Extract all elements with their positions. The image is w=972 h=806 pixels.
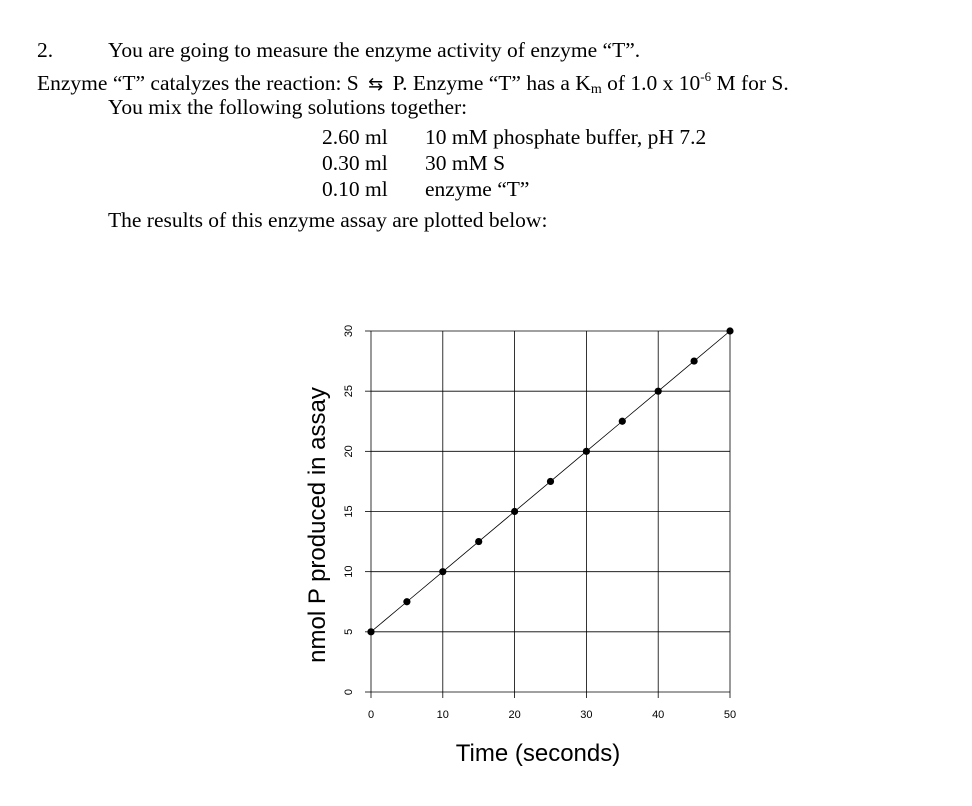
- y-tick-label: 20: [343, 445, 355, 458]
- solution-description: enzyme “T”: [425, 177, 530, 201]
- y-tick-label: 5: [343, 628, 355, 635]
- data-point: [619, 418, 626, 425]
- x-axis-label: Time (seconds): [455, 740, 621, 767]
- question-number: 2.: [37, 38, 54, 62]
- solution-description: 30 mM S: [425, 151, 506, 175]
- question-intro: You are going to measure the enzyme activity of enzyme “T”.: [108, 38, 641, 62]
- reaction-text-d: M for S.: [711, 71, 789, 95]
- data-point: [583, 448, 590, 455]
- y-tick-label: 30: [343, 324, 355, 338]
- reaction-text-a: Enzyme “T” catalyzes the reaction: S: [37, 71, 359, 95]
- x-tick-label: 50: [723, 709, 737, 721]
- data-point: [655, 388, 662, 395]
- y-axis-label: nmol P produced in assay: [304, 387, 331, 663]
- y-tick-label: 25: [343, 385, 355, 398]
- x-tick-label: 0: [367, 709, 375, 721]
- data-point: [547, 478, 554, 485]
- reversible-arrow-icon: ⇆: [368, 74, 384, 95]
- solution-volume: 2.60 ml: [322, 125, 388, 149]
- solution-volume: 0.30 ml: [322, 151, 388, 175]
- grid-layer: [371, 331, 730, 692]
- mixing-instruction: You mix the following solutions together:: [108, 95, 468, 119]
- x-tick-label: 20: [508, 709, 521, 721]
- exponent-superscript: -6: [700, 69, 712, 84]
- x-tick-label: 10: [436, 709, 449, 721]
- data-point: [726, 327, 733, 334]
- reaction-text-b: P. Enzyme “T” has a K: [392, 71, 591, 95]
- y-tick-label: 0: [343, 688, 355, 696]
- data-point: [367, 628, 374, 635]
- series-layer: [367, 327, 733, 635]
- results-intro: The results of this enzyme assay are plotted below:: [108, 208, 548, 232]
- data-point: [475, 538, 482, 545]
- data-point: [691, 357, 698, 364]
- reaction-text-c: of 1.0 x 10: [601, 71, 701, 95]
- data-point: [403, 598, 410, 605]
- y-tick-label: 15: [343, 505, 355, 518]
- y-tick-label: 10: [343, 565, 355, 578]
- data-point: [439, 568, 446, 575]
- x-tick-label: 40: [652, 709, 665, 721]
- solution-volume: 0.10 ml: [322, 177, 388, 201]
- solution-description: 10 mM phosphate buffer, pH 7.2: [425, 125, 707, 149]
- x-tick-label: 30: [580, 709, 593, 721]
- data-point: [511, 508, 518, 515]
- km-subscript: m: [590, 82, 602, 97]
- tick-layer: [343, 325, 736, 721]
